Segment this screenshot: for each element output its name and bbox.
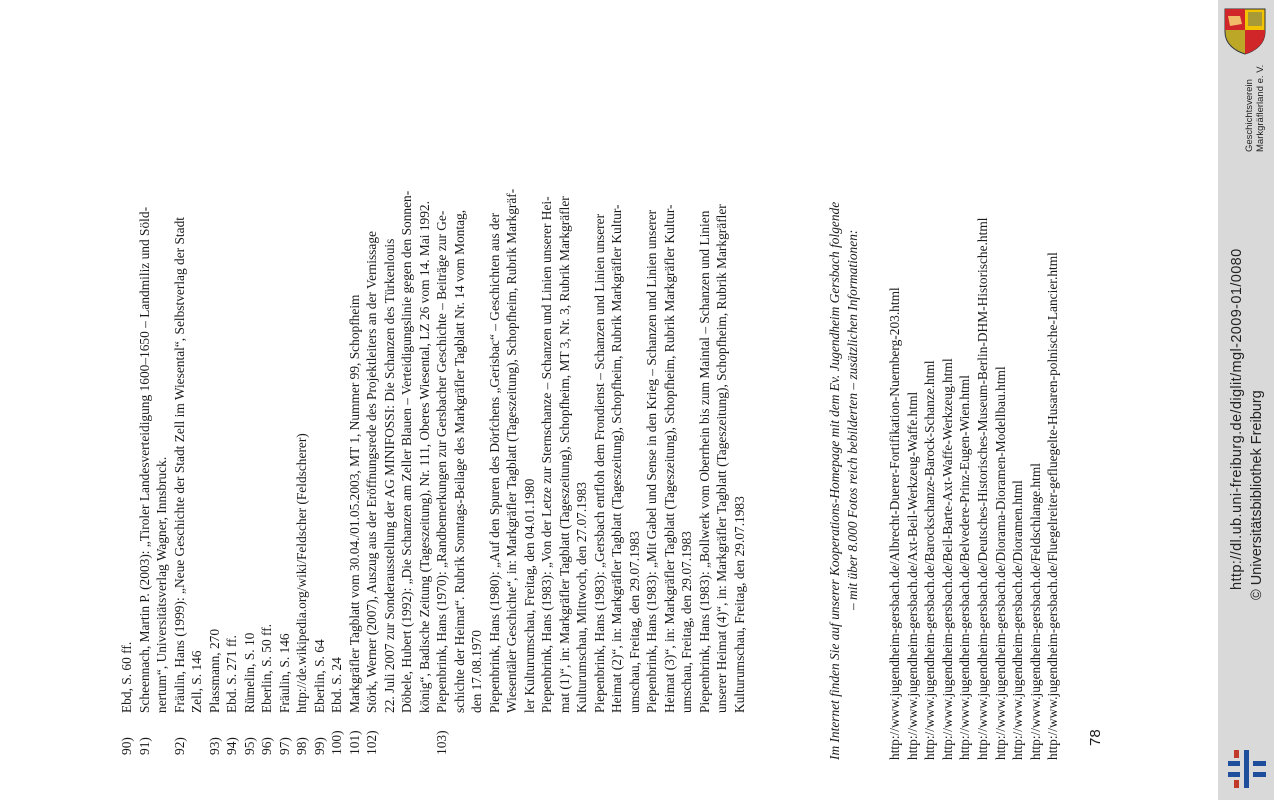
footnote-text [293,65,311,713]
association-line-2: Markgräflerland e. V. [1255,64,1266,152]
footnote-line: Fräulin, S. 146 [276,633,292,713]
footnote-line: schichte der Heimat“. Rubrik Sonntags-Beilage des Markgräfler Tagblatt Nr. 14 vom Montag, [451,209,467,713]
library-logo-icon [1226,748,1268,790]
footnote-text [171,65,206,713]
links-list [886,218,1062,760]
footnote-number: 96) [259,737,274,755]
footnote-line: Wiesentäler Geschichte“, in: Markgräfler Tagblatt (Tageszeitung), Schopfheim, Rubrik Markgräf- [504,188,519,713]
footnote-line: Piepenbrink, Hans (1980): „Auf den Spuren des Dörfchens „Gerisbac“ – Geschichten aus der [486,212,502,713]
footnote-number: 99) [311,737,327,755]
link-item[interactable]: http://www.jugendheim-gersbach.de/Barockschanze-Barock-Schanze.html [922,360,938,760]
link-item[interactable]: http://www.jugendheim-gersbach.de/Albrecht-Duerer-Fortifikation-Nuernberg-203.html [887,287,902,760]
footnote-line: Piepenbrink, Hans (1970): „Randbemerkungen zur Gersbacher Geschichte – Beiträge zur Ge- [434,210,449,713]
footnote-line: Piepenbrink, Hans (1983): „Gersbach entfloh dem Frondienst – Schanzen und Linien unserer [591,213,607,713]
footnote-line: Ebd. S. 271 ff. [224,635,239,713]
link-item[interactable]: http://www.jugendheim-gersbach.de/Belvedere-Prinz-Eugen-Wien.html [957,375,973,760]
footnote-text [258,65,276,713]
footnote-line: Piepenbrink, Hans (1983): „Mit Gabel und Sense in den Krieg – Schanzen und Linien unserer [644,209,659,713]
footnote-text [136,65,171,713]
footnote-number: 92) [171,737,187,755]
footnote-line: Eberlin, S. 50 ff. [259,623,274,713]
link-item[interactable]: http://www.jugendheim-gersbach.de/Dioramen.html [1010,480,1026,760]
footnote-number: 98) [294,737,309,755]
footnote-line: 22. Juli 2007 zur Sonderausstellung der AG MINIFOSSI: Die Schanzen des Türkenlouis [381,238,397,713]
footnote-line: Piepenbrink, Hans (1983): „Von der Letze zur Sternschanze – Schanzen und Linien unserer Hei- [539,196,554,713]
footnote-number: 90) [119,737,134,755]
footnote-number: 95) [241,737,257,755]
page-number: 78 [1087,729,1104,746]
footnote-line: Piepenbrink, Hans (1983): „Bollwerk vom Oberrhein bis zum Maintal – Schanzen und Linien [696,210,712,713]
coat-of-arms-icon [1222,6,1268,56]
footnote-number: 100) [329,730,344,755]
footnote-line: den 17.08.1970 [469,630,484,713]
link-item[interactable]: http://www.jugendheim-gersbach.de/Axt-Beil-Werkzeug-Waffe.html [904,391,920,760]
footnote-line: könig“, Badische Zeitung (Tageszeitung), Nr. 111, Oberes Wiesental, LZ 26 vom 14. Mai 1992. [416,201,432,713]
footnote-text [346,65,364,713]
footnote-line: umschau, Freitag, den 29.07.1983 [626,531,642,713]
footnote-text [118,65,136,713]
footnote-line: unserer Heimat (4)“, in: Markgräfler Tagblatt (Tageszeitung), Schopfheim, Rubrik Markgräfler [714,204,729,713]
footnote-line: Eberlin, S. 64 [311,639,327,713]
footnote-line: umschau, Freitag, den 29.07.1983 [679,531,694,713]
links-intro-line-1: Im Internet finden Sie auf unserer Kooperations-Homepage mit dem Ev. Jugendheim Gersbach folgende [827,201,842,760]
footnote-text [311,65,329,713]
footnote-line: Ebd. S. 24 [329,657,344,713]
association-line-1: Geschichtsverein [1244,79,1255,152]
footnote-line: Heimat (3)“, in: Markgräfler Tagblatt (Tageszeitung), Schopfheim, Rubrik Markgräfler Kultur- [661,204,677,713]
footnote-line: Ebd, S. 60 ff. [119,641,134,713]
footnote-line: Markgräfler Tagblatt vom 30.04./01.05.2003, MT 1, Nummer 99, Schopfheim [346,294,362,713]
footnote-text [223,65,241,713]
footnote-line: nertum“, Universitätsverlag Wagner, Innsbruck. [154,456,169,713]
footnote-text [363,65,433,713]
footnote-text [241,65,259,713]
footnote-number: 101) [346,730,362,755]
footnote-line: Kulturumschau, Mittwoch, den 27.07.1983 [574,482,589,713]
link-item[interactable]: http://www.jugendheim-gersbach.de/Beil-Barte-Axt-Waffe-Werkzeug.html [939,358,955,760]
footnote-line: Zell, S. 146 [189,650,204,713]
footnote-line: Heimat (2)“, in: Markgräfler Tagblatt (Tageszeitung), Schopfheim, Rubrik Markgräfler Kultur- [609,204,624,713]
footnote-text [276,65,294,713]
footnote-number: 102) [364,730,379,755]
footnote-line: Kulturumschau, Freitag, den 29.07.1983 [731,496,747,713]
footnote-line: Störk, Werner (2007), Auszug aus der Eröffnungsrede des Projektleiters an der Vernissage [364,231,379,713]
footnote-number: 91) [136,737,152,755]
footnote-line: Plassmann, 270 [206,628,222,713]
copyright-notice: © Universitätsbibliothek Freiburg [1249,390,1265,600]
link-item[interactable]: http://www.jugendheim-gersbach.de/Diorama-Dioramen-Modellbau.html [992,366,1008,760]
footnote-line: mat (1)“, in: Markgräfler Tagblatt (Tageszeitung), Schopfheim, MT 3, Nr. 3, Rubrik Markgräfler [556,196,572,713]
footnote-number: 93) [206,737,222,755]
footnote-text [206,65,224,713]
footnote-text [328,65,346,713]
footnote-text [433,65,748,713]
footnote-number: 97) [276,737,292,755]
footnote-line: Rümelin, S. 10 [241,632,257,713]
footnote-line: ler Kulturumschau, Freitag, den 04.01.1980 [521,478,537,713]
link-item[interactable]: http://www.jugendheim-gersbach.de/Deutsches-Historisches-Museum-Berlin-DHM-Historische.html [974,217,990,760]
footnote-number: 94) [224,737,239,755]
link-item[interactable]: http://www.jugendheim-gersbach.de/Feldschlange.html [1027,462,1043,760]
permalink-url[interactable]: http://dl.ub.uni-freiburg.de/diglit/mgl-2009-01/0080 [1229,248,1245,590]
footnote-line: Scheennach, Martin P. (2003): „Tiroler Landesverteidigung 1600–1650 – Landmiliz und Söld- [136,206,152,713]
link-item[interactable]: http://www.jugendheim-gersbach.de/Fluegelreiter-gefluegelte-Husaren-polnische-Lancier.html [1045,252,1061,760]
links-intro [826,110,861,760]
links-intro-line-2: – mit über 8.000 Fotos reich bebilderten – zusätzlichen Informationen: [844,229,860,610]
footnote-line: Fräulin, Hans (1999): „Neue Geschichte der Stadt Zell im Wiesental“, Selbstverlag der Stadt [171,216,187,713]
footnote-number: 103) [434,730,449,755]
footnote-line: Döbele, Hubert (1992): „Die Schanzen am Zeller Blauen – Verteidigungslinie gegen den Sonnen- [399,190,414,713]
footnote-line: http://de.wikipedia.org/wiki/Feldscher (Feldscherer) [294,433,309,713]
